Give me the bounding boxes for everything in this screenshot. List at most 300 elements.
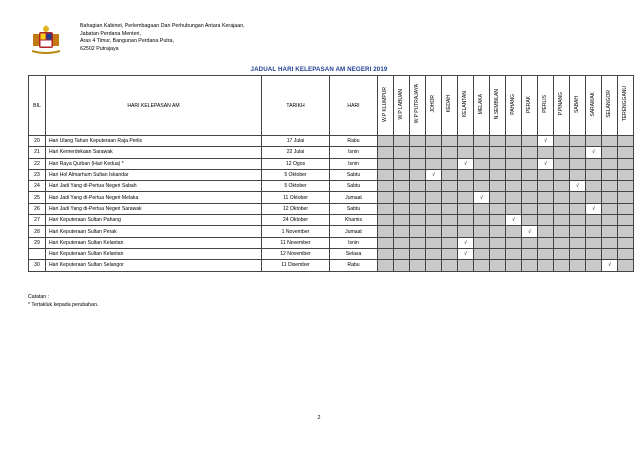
state-cell bbox=[458, 226, 474, 237]
state-cell bbox=[618, 169, 634, 180]
state-cell bbox=[426, 237, 442, 248]
holiday-day: Sabtu bbox=[330, 203, 378, 214]
state-cell bbox=[522, 260, 538, 271]
state-cell bbox=[458, 181, 474, 192]
check-mark-icon: √ bbox=[464, 239, 467, 246]
state-cell bbox=[618, 181, 634, 192]
state-cell bbox=[378, 147, 394, 158]
state-check-cell bbox=[458, 237, 474, 248]
state-cell bbox=[490, 237, 506, 248]
holiday-day: Sabtu bbox=[330, 181, 378, 192]
holiday-name: Hari Keputeraan Sultan Kelantan bbox=[46, 237, 262, 248]
state-cell bbox=[442, 248, 458, 259]
state-cell bbox=[506, 226, 522, 237]
state-cell bbox=[490, 181, 506, 192]
notes bbox=[28, 293, 98, 309]
state-cell bbox=[474, 169, 490, 180]
row-number: 20 bbox=[29, 136, 46, 147]
state-cell bbox=[458, 203, 474, 214]
state-cell bbox=[522, 158, 538, 169]
state-cell bbox=[618, 203, 634, 214]
holiday-name: Hari Keputeraan Sultan Selangor bbox=[46, 260, 262, 271]
row-number bbox=[29, 248, 46, 259]
state-cell bbox=[554, 158, 570, 169]
state-cell bbox=[442, 260, 458, 271]
state-cell bbox=[522, 169, 538, 180]
header-state bbox=[442, 76, 458, 136]
state-cell bbox=[442, 136, 458, 147]
holiday-date: 24 Oktober bbox=[262, 215, 330, 226]
header-date: TARIKH bbox=[262, 76, 330, 136]
state-cell bbox=[410, 192, 426, 203]
state-cell bbox=[554, 169, 570, 180]
row-number: 28 bbox=[29, 226, 46, 237]
check-mark-icon: √ bbox=[528, 228, 531, 235]
state-cell bbox=[426, 260, 442, 271]
state-cell bbox=[474, 215, 490, 226]
state-cell bbox=[586, 158, 602, 169]
holiday-table bbox=[28, 75, 634, 272]
header-holiday: HARI KELEPASAN AM bbox=[46, 76, 262, 136]
holiday-date: 12 November bbox=[262, 248, 330, 259]
state-cell bbox=[570, 215, 586, 226]
state-label: N.SEMBILAN bbox=[494, 88, 500, 120]
state-cell bbox=[554, 203, 570, 214]
state-cell bbox=[394, 260, 410, 271]
state-cell bbox=[570, 260, 586, 271]
check-mark-icon: √ bbox=[464, 251, 467, 258]
state-label: SABAH bbox=[574, 95, 580, 113]
table-row bbox=[29, 203, 634, 214]
state-cell bbox=[442, 147, 458, 158]
state-cell bbox=[490, 226, 506, 237]
state-cell bbox=[442, 192, 458, 203]
state-cell bbox=[474, 136, 490, 147]
sender-address bbox=[80, 23, 245, 53]
header-state bbox=[490, 76, 506, 136]
holiday-date: 1 November bbox=[262, 226, 330, 237]
state-cell bbox=[426, 203, 442, 214]
state-cell bbox=[506, 169, 522, 180]
state-cell bbox=[522, 192, 538, 203]
check-mark-icon: √ bbox=[576, 183, 579, 190]
state-cell bbox=[442, 181, 458, 192]
holiday-day: Isnin bbox=[330, 147, 378, 158]
holiday-date: 12 Ogos bbox=[262, 158, 330, 169]
state-check-cell bbox=[506, 215, 522, 226]
state-cell bbox=[522, 215, 538, 226]
state-cell bbox=[586, 248, 602, 259]
header-state bbox=[378, 76, 394, 136]
state-cell bbox=[586, 181, 602, 192]
state-cell bbox=[410, 237, 426, 248]
row-number: 23 bbox=[29, 169, 46, 180]
holiday-name: Hari Ulang Tahun Keputeraan Raja Perlis bbox=[46, 136, 262, 147]
state-cell bbox=[474, 203, 490, 214]
note-item: * Tertakluk kepada perubahan. bbox=[28, 302, 99, 308]
check-mark-icon: √ bbox=[480, 194, 483, 201]
state-cell bbox=[490, 215, 506, 226]
state-cell bbox=[490, 260, 506, 271]
holiday-day: Selasa bbox=[330, 248, 378, 259]
state-cell bbox=[586, 237, 602, 248]
state-check-cell bbox=[458, 248, 474, 259]
state-cell bbox=[538, 147, 554, 158]
state-cell bbox=[618, 237, 634, 248]
holiday-date: 5 Oktober bbox=[262, 181, 330, 192]
state-cell bbox=[522, 203, 538, 214]
state-cell bbox=[586, 260, 602, 271]
state-cell bbox=[506, 181, 522, 192]
state-cell bbox=[410, 158, 426, 169]
state-cell bbox=[506, 147, 522, 158]
state-cell bbox=[538, 169, 554, 180]
state-cell bbox=[378, 136, 394, 147]
state-cell bbox=[442, 203, 458, 214]
state-cell bbox=[490, 169, 506, 180]
state-cell bbox=[378, 260, 394, 271]
state-cell bbox=[378, 158, 394, 169]
state-cell bbox=[378, 226, 394, 237]
state-cell bbox=[378, 248, 394, 259]
state-label: TERENGGANU bbox=[622, 86, 628, 122]
table-row bbox=[29, 192, 634, 203]
state-cell bbox=[394, 181, 410, 192]
state-cell bbox=[458, 147, 474, 158]
state-cell bbox=[586, 136, 602, 147]
state-cell bbox=[442, 215, 458, 226]
state-cell bbox=[426, 192, 442, 203]
state-cell bbox=[458, 215, 474, 226]
state-cell bbox=[474, 260, 490, 271]
state-cell bbox=[490, 158, 506, 169]
state-cell bbox=[458, 260, 474, 271]
state-cell bbox=[394, 158, 410, 169]
state-cell bbox=[410, 215, 426, 226]
state-cell bbox=[426, 226, 442, 237]
row-number: 25 bbox=[29, 192, 46, 203]
state-label: P.PINANG bbox=[558, 92, 564, 116]
row-number: 22 bbox=[29, 158, 46, 169]
holiday-name: Hari Jadi Yang di-Pertua Negeri Sarawak bbox=[46, 203, 262, 214]
state-cell bbox=[554, 181, 570, 192]
state-cell bbox=[602, 237, 618, 248]
state-cell bbox=[602, 226, 618, 237]
state-cell bbox=[586, 169, 602, 180]
state-cell bbox=[394, 136, 410, 147]
holiday-date: 11 Oktober bbox=[262, 192, 330, 203]
state-cell bbox=[426, 248, 442, 259]
holiday-day: Sabtu bbox=[330, 169, 378, 180]
state-cell bbox=[570, 248, 586, 259]
holiday-day: Jumaat bbox=[330, 192, 378, 203]
state-cell bbox=[394, 203, 410, 214]
state-cell bbox=[602, 248, 618, 259]
state-cell bbox=[522, 147, 538, 158]
state-cell bbox=[618, 192, 634, 203]
state-label: SELANGOR bbox=[606, 90, 612, 118]
state-cell bbox=[618, 147, 634, 158]
row-number: 30 bbox=[29, 260, 46, 271]
state-cell bbox=[394, 147, 410, 158]
state-cell bbox=[442, 158, 458, 169]
state-cell bbox=[522, 181, 538, 192]
state-label: MELAKA bbox=[478, 93, 484, 115]
state-cell bbox=[426, 136, 442, 147]
state-cell bbox=[554, 192, 570, 203]
header-state bbox=[522, 76, 538, 136]
state-label: JOHOR bbox=[430, 95, 436, 113]
state-check-cell bbox=[426, 169, 442, 180]
state-cell bbox=[602, 136, 618, 147]
table-row bbox=[29, 169, 634, 180]
table-row bbox=[29, 158, 634, 169]
header-state bbox=[458, 76, 474, 136]
row-number: 21 bbox=[29, 147, 46, 158]
state-cell bbox=[410, 169, 426, 180]
header-bil: BIL bbox=[29, 76, 46, 136]
address-line: Aras 4 Timur, Bangunan Perdana Putra, bbox=[80, 38, 174, 45]
holiday-date: 12 Oktober bbox=[262, 203, 330, 214]
holiday-day: Isnin bbox=[330, 237, 378, 248]
row-number: 24 bbox=[29, 181, 46, 192]
state-cell bbox=[442, 226, 458, 237]
state-check-cell bbox=[538, 158, 554, 169]
state-label: W.P LABUAN bbox=[398, 88, 404, 120]
row-number: 29 bbox=[29, 237, 46, 248]
state-cell bbox=[570, 147, 586, 158]
page-title: JADUAL HARI KELEPASAN AM NEGERI 2019 bbox=[250, 66, 388, 73]
table-row bbox=[29, 237, 634, 248]
header-day: HARI bbox=[330, 76, 378, 136]
state-cell bbox=[490, 147, 506, 158]
state-cell bbox=[394, 192, 410, 203]
state-label: PAHANG bbox=[510, 93, 516, 115]
state-cell bbox=[442, 237, 458, 248]
state-cell bbox=[554, 215, 570, 226]
state-cell bbox=[506, 237, 522, 248]
row-number: 27 bbox=[29, 215, 46, 226]
holiday-date: 11 Disember bbox=[262, 260, 330, 271]
state-cell bbox=[538, 215, 554, 226]
notes-heading: Catatan : bbox=[28, 294, 50, 300]
state-cell bbox=[602, 169, 618, 180]
state-cell bbox=[410, 226, 426, 237]
state-cell bbox=[554, 147, 570, 158]
state-cell bbox=[378, 169, 394, 180]
header-state bbox=[410, 76, 426, 136]
state-cell bbox=[538, 181, 554, 192]
state-cell bbox=[618, 158, 634, 169]
state-cell bbox=[410, 136, 426, 147]
state-cell bbox=[378, 215, 394, 226]
holiday-name: Hari Keputeraan Sultan Pahang bbox=[46, 215, 262, 226]
state-cell bbox=[602, 203, 618, 214]
state-cell bbox=[538, 226, 554, 237]
header-state bbox=[538, 76, 554, 136]
state-cell bbox=[378, 181, 394, 192]
state-cell bbox=[378, 237, 394, 248]
state-cell bbox=[538, 192, 554, 203]
holiday-day: Rabu bbox=[330, 136, 378, 147]
state-cell bbox=[474, 226, 490, 237]
state-cell bbox=[538, 260, 554, 271]
state-cell bbox=[538, 237, 554, 248]
state-cell bbox=[378, 192, 394, 203]
address-line: Bahagian Kabinet, Perlembagaan Dan Perhubungan Antara Kerajaan, bbox=[80, 23, 245, 29]
state-cell bbox=[522, 136, 538, 147]
coat-of-arms-icon bbox=[25, 24, 67, 56]
state-label: PERAK bbox=[526, 95, 532, 113]
state-cell bbox=[602, 158, 618, 169]
state-cell bbox=[618, 136, 634, 147]
table-row bbox=[29, 260, 634, 271]
state-label: W.P KLUMPUR bbox=[382, 86, 388, 122]
state-cell bbox=[410, 260, 426, 271]
table-row bbox=[29, 248, 634, 259]
table-row bbox=[29, 215, 634, 226]
state-cell bbox=[570, 226, 586, 237]
holiday-day: Isnin bbox=[330, 158, 378, 169]
state-cell bbox=[586, 226, 602, 237]
table-row bbox=[29, 147, 634, 158]
state-check-cell bbox=[538, 136, 554, 147]
row-number: 26 bbox=[29, 203, 46, 214]
state-label: SARAWAK bbox=[590, 91, 596, 117]
state-label: PERLIS bbox=[542, 95, 548, 113]
state-cell bbox=[554, 248, 570, 259]
header-row bbox=[29, 76, 634, 136]
state-cell bbox=[570, 136, 586, 147]
state-cell bbox=[570, 203, 586, 214]
holiday-date: 22 Julai bbox=[262, 147, 330, 158]
table-row bbox=[29, 136, 634, 147]
check-mark-icon: √ bbox=[464, 160, 467, 167]
state-cell bbox=[378, 203, 394, 214]
state-cell bbox=[554, 226, 570, 237]
state-cell bbox=[410, 203, 426, 214]
state-cell bbox=[410, 181, 426, 192]
state-check-cell bbox=[474, 192, 490, 203]
state-cell bbox=[570, 237, 586, 248]
header-state bbox=[394, 76, 410, 136]
header-state bbox=[506, 76, 522, 136]
holiday-date: 11 November bbox=[262, 237, 330, 248]
table-row bbox=[29, 181, 634, 192]
state-cell bbox=[474, 237, 490, 248]
header-state bbox=[602, 76, 618, 136]
check-mark-icon: √ bbox=[608, 262, 611, 269]
state-cell bbox=[570, 192, 586, 203]
state-check-cell bbox=[586, 147, 602, 158]
state-cell bbox=[618, 260, 634, 271]
state-check-cell bbox=[586, 203, 602, 214]
holiday-name: Hari Keputeraan Sultan Kelantan bbox=[46, 248, 262, 259]
page-number: 2 bbox=[317, 415, 321, 421]
state-cell bbox=[394, 169, 410, 180]
state-cell bbox=[458, 169, 474, 180]
state-check-cell bbox=[458, 158, 474, 169]
check-mark-icon: √ bbox=[592, 205, 595, 212]
state-cell bbox=[474, 158, 490, 169]
holiday-day: Rabu bbox=[330, 260, 378, 271]
state-cell bbox=[458, 136, 474, 147]
holiday-day: Jumaat bbox=[330, 226, 378, 237]
state-cell bbox=[506, 192, 522, 203]
state-cell bbox=[602, 181, 618, 192]
holiday-date: 5 Oktober bbox=[262, 169, 330, 180]
table-row bbox=[29, 226, 634, 237]
state-cell bbox=[586, 192, 602, 203]
state-cell bbox=[394, 215, 410, 226]
header-state bbox=[426, 76, 442, 136]
header-state bbox=[554, 76, 570, 136]
state-cell bbox=[490, 203, 506, 214]
state-cell bbox=[554, 237, 570, 248]
state-cell bbox=[554, 260, 570, 271]
state-cell bbox=[458, 192, 474, 203]
state-cell bbox=[490, 248, 506, 259]
state-cell bbox=[602, 192, 618, 203]
table-body bbox=[29, 136, 634, 272]
check-mark-icon: √ bbox=[432, 172, 435, 179]
state-cell bbox=[426, 181, 442, 192]
holiday-name: Hari Jadi Yang di-Pertua Negeri Melaka bbox=[46, 192, 262, 203]
header-state bbox=[570, 76, 586, 136]
state-cell bbox=[490, 192, 506, 203]
header-state bbox=[474, 76, 490, 136]
check-mark-icon: √ bbox=[544, 138, 547, 145]
state-cell bbox=[474, 181, 490, 192]
state-cell bbox=[602, 147, 618, 158]
state-cell bbox=[538, 248, 554, 259]
holiday-date: 17 Julai bbox=[262, 136, 330, 147]
header-state bbox=[586, 76, 602, 136]
state-cell bbox=[442, 169, 458, 180]
check-mark-icon: √ bbox=[592, 149, 595, 156]
state-cell bbox=[506, 136, 522, 147]
state-cell bbox=[426, 215, 442, 226]
header-state bbox=[618, 76, 634, 136]
holiday-day: Khamis bbox=[330, 215, 378, 226]
state-label: KELANTAN bbox=[462, 90, 468, 118]
state-cell bbox=[506, 158, 522, 169]
state-cell bbox=[410, 147, 426, 158]
holiday-name: Hari Hol Almarhum Sultan Iskandar bbox=[46, 169, 262, 180]
state-cell bbox=[490, 136, 506, 147]
holiday-name: Hari Raya Qurban (Hari Kedua) * bbox=[46, 158, 262, 169]
state-cell bbox=[394, 248, 410, 259]
state-check-cell bbox=[570, 181, 586, 192]
holiday-name: Hari Kemerdekaan Sarawak bbox=[46, 147, 262, 158]
state-cell bbox=[522, 248, 538, 259]
state-cell bbox=[618, 215, 634, 226]
state-cell bbox=[618, 226, 634, 237]
state-cell bbox=[394, 237, 410, 248]
state-cell bbox=[506, 248, 522, 259]
address-line: Jabatan Perdana Menteri, bbox=[80, 30, 141, 37]
state-cell bbox=[474, 147, 490, 158]
state-cell bbox=[618, 248, 634, 259]
state-cell bbox=[538, 203, 554, 214]
state-cell bbox=[570, 158, 586, 169]
state-cell bbox=[426, 147, 442, 158]
address-line: 62502 Putrajaya bbox=[80, 45, 119, 52]
state-cell bbox=[522, 237, 538, 248]
state-cell bbox=[394, 226, 410, 237]
holiday-name: Hari Jadi Yang di-Pertua Negeri Sabah bbox=[46, 181, 262, 192]
state-cell bbox=[506, 203, 522, 214]
